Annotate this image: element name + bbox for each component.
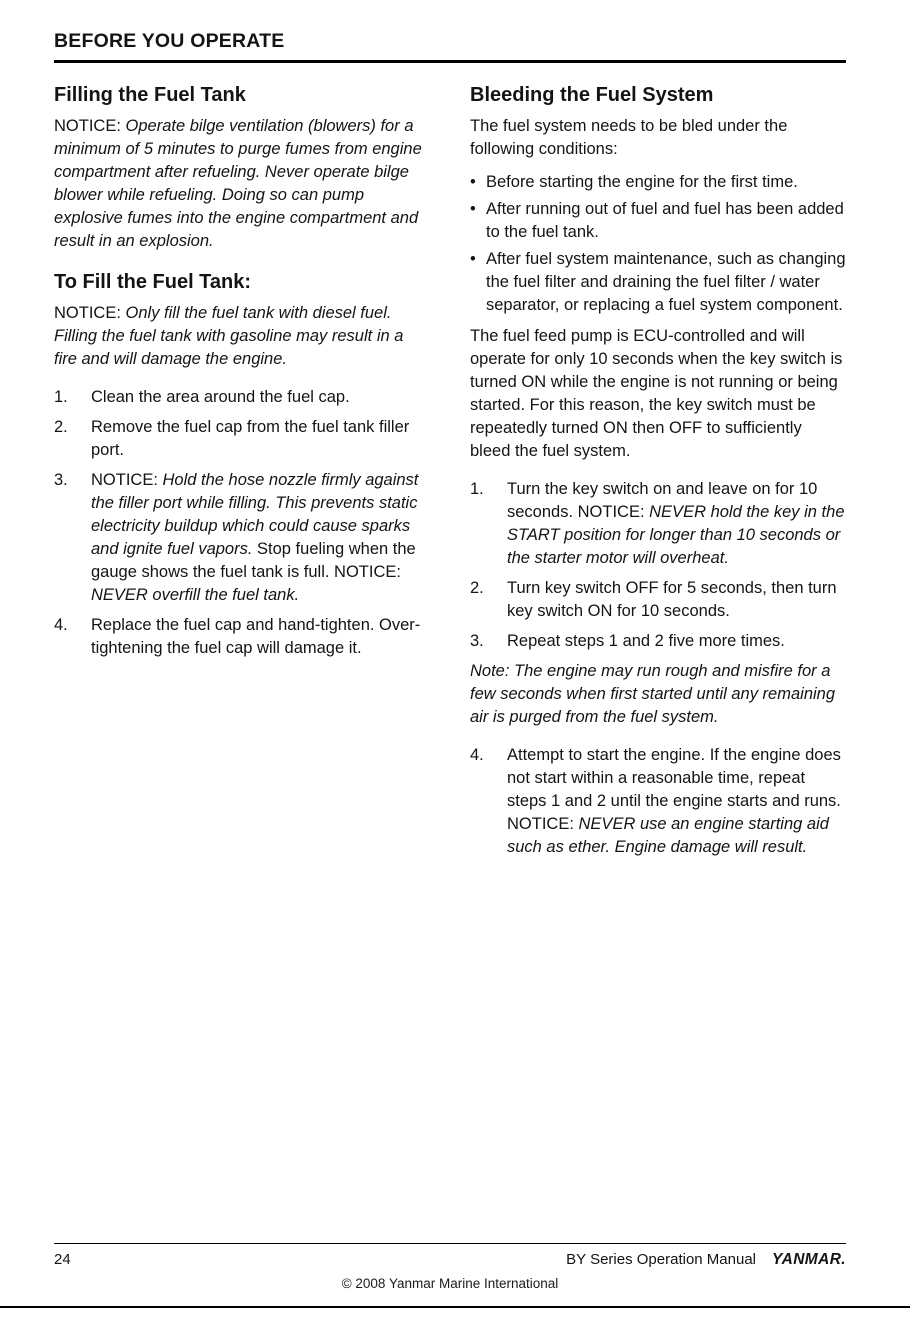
note-paragraph-rough-running: Note: The engine may run rough and misfire for a few seconds when first started until any remaining air is purged from the fuel system. — [470, 662, 836, 726]
list-item — [54, 469, 430, 607]
list-item — [470, 478, 846, 570]
step-number: 1. — [54, 388, 68, 406]
bullet-text: After fuel system maintenance, such as changing the fuel filter and draining the fuel filter / water separator, or replacing a fuel system component. — [486, 250, 846, 314]
step-number: 3. — [54, 471, 68, 489]
bullet-icon: • — [470, 250, 476, 268]
bullet-text: After running out of fuel and fuel has been added to the fuel tank. — [486, 200, 844, 241]
step-text: NOTICE: Hold the hose nozzle firmly against the filler port while filling. This prevents static electricity buildup which could cause sparks and ignite fuel vapors. Stop fueling when the gauge shows the fuel tank is full. NOTICE: NEVER overfill the fuel tank. — [91, 471, 419, 604]
step-number: 4. — [54, 616, 68, 634]
notice-paragraph-bilge: NOTICE: Operate bilge ventilation (blowers) for a minimum of 5 minutes to purge fumes from engine compartment after refueling. Never operate bilge blower while refueling. Doing so can pump explosive fumes into the engine compartment and result in an explosion. — [54, 117, 422, 250]
bleeding-conditions-list — [470, 171, 846, 317]
copyright-line: © 2008 Yanmar Marine International — [341, 1276, 559, 1291]
section-title-bleeding-fuel-system: Bleeding the Fuel System — [470, 84, 714, 106]
list-item — [54, 416, 430, 462]
step-text: Repeat steps 1 and 2 five more times. — [507, 632, 785, 650]
list-item — [470, 248, 846, 317]
bullet-icon: • — [470, 200, 476, 218]
footer-right-group — [566, 1251, 846, 1269]
bullet-text: Before starting the engine for the first time. — [486, 173, 798, 191]
bleed-steps-continued — [470, 744, 846, 859]
list-item — [470, 577, 846, 623]
page-bottom-edge — [0, 1306, 910, 1308]
step-number: 2. — [54, 418, 68, 436]
two-column-layout — [54, 83, 846, 866]
step-number: 4. — [470, 746, 484, 764]
left-column — [54, 83, 430, 866]
manual-title: BY Series Operation Manual — [566, 1251, 757, 1268]
section-title-filling-fuel-tank: Filling the Fuel Tank — [54, 84, 246, 106]
step-text: Replace the fuel cap and hand-tighten. Over-tightening the fuel cap will damage it. — [91, 616, 421, 657]
right-column — [470, 83, 846, 866]
list-item — [470, 630, 846, 653]
step-text: Turn key switch OFF for 5 seconds, then turn key switch ON for 10 seconds. — [507, 579, 837, 620]
page-number: 24 — [54, 1251, 71, 1268]
notice-paragraph-diesel: NOTICE: Only fill the fuel tank with diesel fuel. Filling the fuel tank with gasoline may result in a fire and will damage the engine. — [54, 304, 404, 368]
bleeding-intro-paragraph: The fuel system needs to be bled under the following conditions: — [470, 117, 788, 158]
step-number: 3. — [470, 632, 484, 650]
list-item — [54, 614, 430, 660]
footer-row — [54, 1244, 846, 1269]
step-text: Remove the fuel cap from the fuel tank filler port. — [91, 418, 410, 459]
step-number: 2. — [470, 579, 484, 597]
fill-steps-list — [54, 386, 430, 660]
bullet-icon: • — [470, 173, 476, 191]
step-text: Attempt to start the engine. If the engine does not start within a reasonable time, repeat steps 1 and 2 until the engine starts and runs. NOTICE: NEVER use an engine starting aid such as ether. Engine damage will result. — [507, 746, 841, 856]
list-item — [470, 198, 846, 244]
section-title-to-fill-fuel-tank: To Fill the Fuel Tank: — [54, 271, 252, 293]
step-text: Turn the key switch on and leave on for 10 seconds. NOTICE: NEVER hold the key in the START position for longer than 10 seconds or the starter motor will overheat. — [507, 480, 845, 567]
step-text: Clean the area around the fuel cap. — [91, 388, 350, 406]
page-footer — [54, 1243, 846, 1291]
list-item — [470, 171, 846, 194]
list-item — [54, 386, 430, 409]
list-item — [470, 744, 846, 859]
fuel-feed-pump-paragraph: The fuel feed pump is ECU-controlled and will operate for only 10 seconds when the key switch is turned ON while the engine is not running or being started. For this reason, the key switch must be repeatedly turned ON then OFF to sufficiently bleed the fuel system. — [470, 327, 843, 460]
yanmar-logo: YANMAR. — [772, 1251, 846, 1268]
step-number: 1. — [470, 480, 484, 498]
page-header-title: BEFORE YOU OPERATE — [54, 30, 846, 63]
bleed-steps-list — [470, 478, 846, 653]
